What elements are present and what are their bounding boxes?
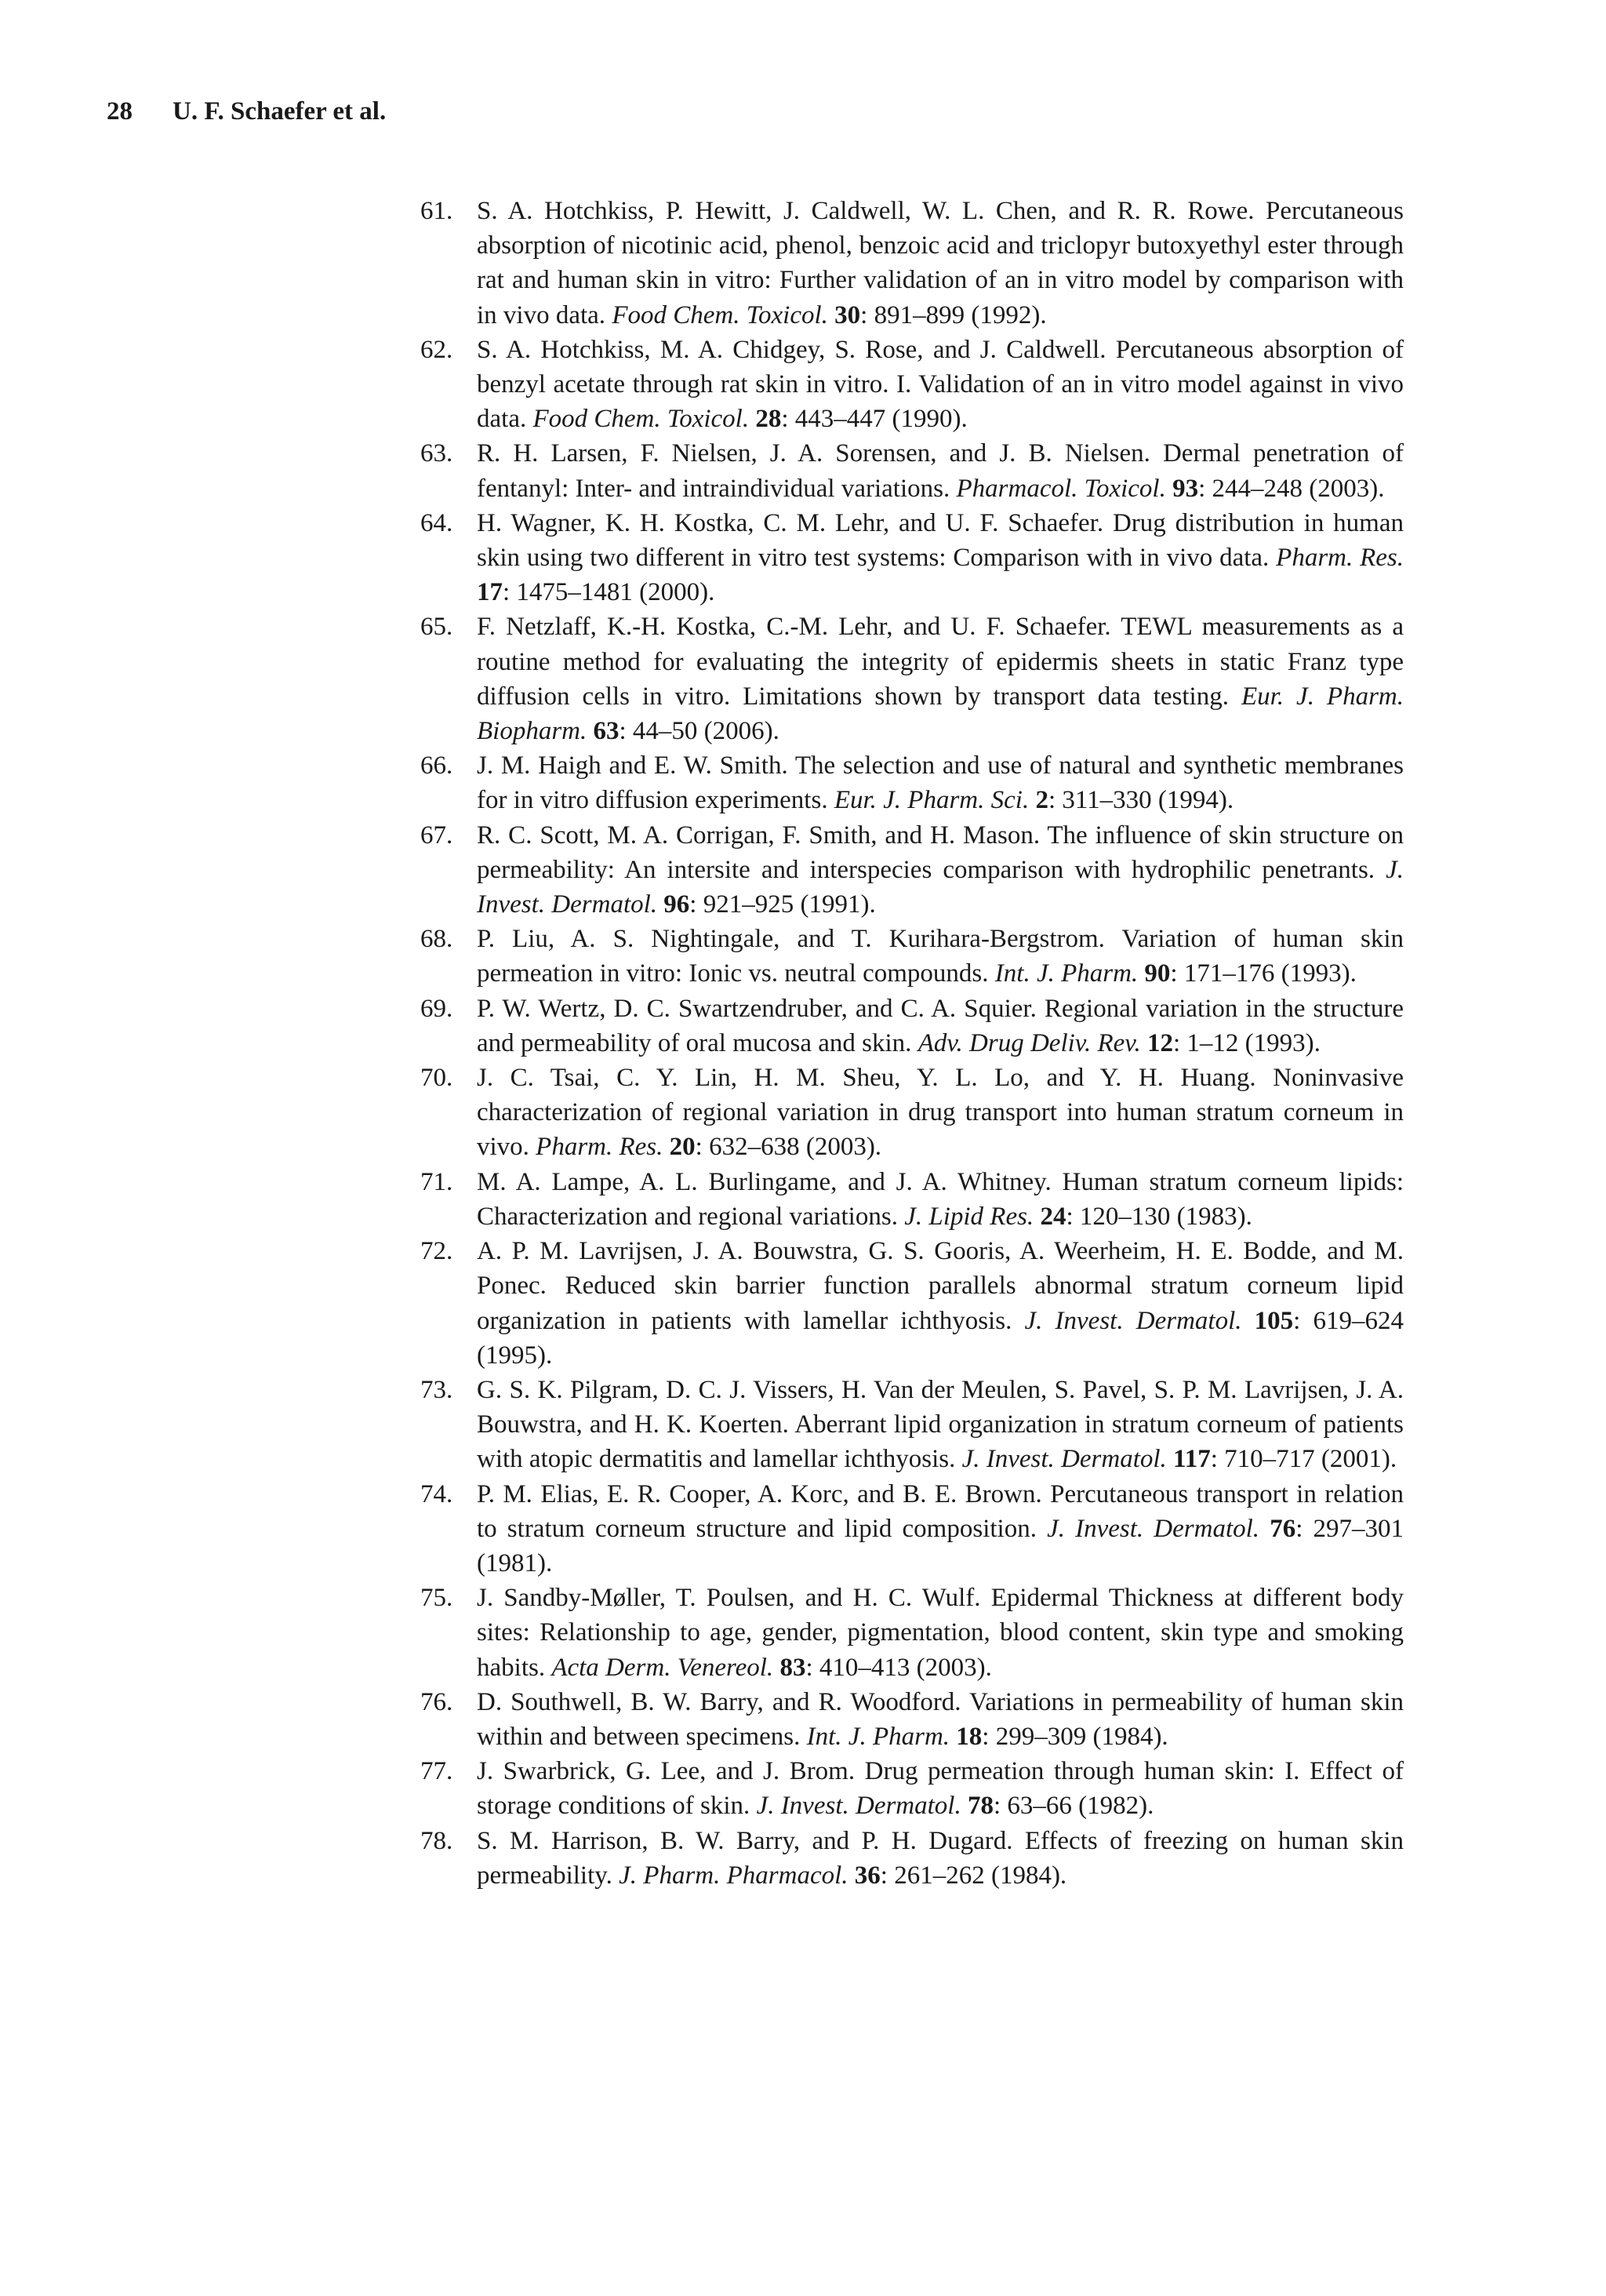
reference-text: : 443–447 (1990). [781,405,968,434]
reference-item [420,194,1404,333]
reference-text [1242,1307,1255,1335]
running-head-authors: U. F. Schaefer et al. [173,97,387,126]
running-head [107,97,386,126]
volume-number: 24 [1040,1202,1066,1231]
journal-title: Acta Derm. Venereol. [551,1653,774,1682]
reference-item [420,1234,1404,1373]
reference-number: 72. [420,1237,453,1266]
reference-text: A. P. M. Lavrijsen, J. A. Bouwstra, G. S. Gooris, A. Weerheim, H. E. Bodde, and M. Ponec. Reduced skin barrier function parallels abnormal stratum corneum lipid organization in patients with lamellar ichthyosis. [477,1237,1404,1335]
journal-title: J. Invest. Dermatol. [1047,1514,1260,1543]
reference-text: P. M. Elias, E. R. Cooper, A. Korc, and B. E. Brown. Percutaneous transport in relation to stratum corneum structure and lipid composition. [477,1479,1404,1543]
reference-number: 74. [420,1479,453,1508]
reference-text: S. A. Hotchkiss, P. Hewitt, J. Caldwell, W. L. Chen, and R. R. Rowe. Percutaneous absorption of nicotinic acid, phenol, benzoic acid and triclopyr butoxyethyl ester through rat and human skin in vitro: Further validation of an in vitro model by comparison with in vivo data. [477,197,1404,329]
volume-number: 63 [593,717,620,746]
reference-number: 71. [420,1167,453,1196]
reference-text: F. Netzlaff, K.-H. Kostka, C.-M. Lehr, and U. F. Schaefer. TEWL measurements as a routine method for evaluating the integrity of epidermis sheets in static Franz type diffusion cells in vitro. Limitations shown by transport data testing. [477,613,1404,711]
reference-text: : 619–624 (1995). [477,1306,1404,1370]
journal-title: J. Invest. Dermatol. [1024,1306,1242,1335]
reference-text: D. Southwell, B. W. Barry, and R. Woodford. Variations in permeability of human skin within and between specimens. [477,1687,1404,1751]
journal-title: J. Pharm. Pharmacol. [619,1861,848,1890]
volume-number: 83 [779,1653,806,1682]
reference-number: 73. [420,1375,453,1404]
reference-text [1167,1445,1173,1473]
reference-number: 77. [420,1757,453,1786]
journal-title: Int. J. Pharm. [994,959,1139,988]
reference-number: 67. [420,821,453,850]
reference-text: : 120–130 (1983). [1066,1202,1252,1231]
reference-text: S. M. Harrison, B. W. Barry, and P. H. Dugard. Effects of freezing on human skin permeability. [477,1826,1404,1890]
journal-title: Pharm. Res. [536,1133,663,1162]
journal-title: Int. J. Pharm. [806,1722,950,1751]
reference-text: J. Sandby-Møller, T. Poulsen, and H. C. Wulf. Epidermal Thickness at different body sites: Relationship to age, gender, pigmentation, blood content, skin type and smoking habits. [477,1584,1404,1682]
reference-item [420,922,1404,991]
reference-item [420,1165,1404,1234]
volume-number: 78 [967,1792,994,1821]
reference-item [420,1373,1404,1477]
journal-title: Pharm. Res. [1276,544,1404,573]
reference-text: : 921–925 (1991). [689,890,876,919]
reference-item [420,1061,1404,1165]
journal-title: J. Invest. Dermatol. [756,1792,961,1821]
reference-item [420,1581,1404,1685]
reference-item [420,436,1404,505]
reference-number: 66. [420,751,453,780]
reference-number: 64. [420,508,453,537]
journal-title: Food Chem. Toxicol. [612,300,828,329]
volume-number: 28 [755,405,782,434]
reference-text [587,717,593,745]
reference-item [420,748,1404,817]
reference-number: 62. [420,335,453,364]
volume-number: 36 [854,1861,881,1890]
reference-number: 61. [420,197,453,225]
reference-item [420,1477,1404,1581]
reference-text [828,301,834,329]
journal-title: Food Chem. Toxicol. [532,405,750,434]
journal-title: Adv. Drug Deliv. Rev. [917,1028,1141,1057]
reference-text: H. Wagner, K. H. Kostka, C. M. Lehr, and U. F. Schaefer. Drug distribution in human skin using two different in vitro test systems: Comparison with in vivo data. [477,508,1404,573]
volume-number: 2 [1035,786,1048,815]
reference-item [420,1824,1404,1893]
volume-number: 117 [1173,1445,1211,1474]
volume-number: 18 [956,1722,983,1751]
reference-item [420,992,1404,1061]
page-number: 28 [107,97,133,126]
reference-text: S. A. Hotchkiss, M. A. Chidgey, S. Rose, and J. Caldwell. Percutaneous absorption of benzyl acetate through rat skin in vitro. I. Validation of an in vitro model against in vivo data. [477,335,1404,434]
reference-text: G. S. K. Pilgram, D. C. J. Vissers, H. Van der Meulen, S. Pavel, S. P. M. Lavrijsen, J. A. Bouwstra, and H. K. Koerten. Aberrant lipid organization in stratum corneum of patients with atopic dermatitis and lamellar ichthyosis. [477,1375,1404,1474]
reference-item [420,333,1404,437]
reference-item [420,818,1404,922]
journal-title: Eur. J. Pharm. Biopharm. [477,682,1404,746]
volume-number: 12 [1146,1028,1173,1057]
reference-text: : 44–50 (2006). [619,717,779,746]
reference-text: J. C. Tsai, C. Y. Lin, H. M. Sheu, Y. L. Lo, and Y. H. Huang. Noninvasive characterization of regional variation in drug transport into human stratum corneum in vivo. [477,1064,1404,1162]
reference-text [1259,1515,1270,1543]
journal-title: J. Invest. Dermatol. [477,855,1404,919]
reference-text: : 311–330 (1994). [1048,786,1234,815]
volume-number: 90 [1144,959,1171,988]
volume-number: 20 [669,1133,696,1162]
reference-text: : 1–12 (1993). [1172,1028,1321,1057]
reference-text [961,1792,968,1820]
reference-text: : 891–899 (1992). [860,300,1047,329]
reference-text [848,1861,855,1890]
reference-text: : 63–66 (1982). [993,1792,1154,1821]
reference-text: : 710–717 (2001). [1210,1445,1397,1474]
reference-text: : 171–176 (1993). [1170,959,1357,988]
reference-text: : 1475–1481 (2000). [503,578,715,607]
journal-title: J. Lipid Res. [904,1202,1034,1231]
volume-number: 93 [1172,474,1199,503]
volume-number: 17 [477,578,503,607]
reference-number: 69. [420,994,453,1023]
reference-number: 75. [420,1584,453,1613]
reference-text: J. M. Haigh and E. W. Smith. The selection and use of natural and synthetic membranes for in vitro diffusion experiments. [477,751,1404,815]
reference-number: 68. [420,925,453,954]
reference-item [420,609,1404,748]
volume-number: 96 [663,890,690,919]
reference-text [1141,1029,1147,1057]
reference-text: P. Liu, A. S. Nightingale, and T. Kurihara-Bergstrom. Variation of human skin permeation in vitro: Ionic vs. neutral compounds. [477,925,1404,988]
reference-number: 76. [420,1687,453,1716]
volume-number: 30 [834,300,861,329]
reference-number: 63. [420,439,453,468]
reference-text: : 299–309 (1984). [982,1722,1168,1751]
reference-item [420,1685,1404,1754]
reference-text: : 297–301 (1981). [477,1514,1404,1577]
reference-number: 70. [420,1064,453,1093]
reference-text: P. W. Wertz, D. C. Swartzendruber, and C. A. Squier. Regional variation in the structure and permeability of oral mucosa and skin. [477,994,1404,1057]
reference-text: : 261–262 (1984). [880,1861,1067,1890]
reference-list [420,194,1404,1893]
reference-number: 78. [420,1826,453,1855]
reference-text: : 410–413 (2003). [805,1653,992,1682]
reference-text: : 244–248 (2003). [1198,474,1385,503]
reference-text: R. H. Larsen, F. Nielsen, J. A. Sorensen, and J. B. Nielsen. Dermal penetration of fentanyl: Inter- and intraindividual variations. [477,439,1404,503]
reference-number: 65. [420,613,453,642]
reference-text [1166,475,1172,503]
journal-title: J. Invest. Dermatol. [961,1445,1167,1474]
volume-number: 76 [1270,1514,1296,1543]
reference-item [420,1754,1404,1823]
volume-number: 105 [1254,1306,1294,1335]
reference-item [420,506,1404,610]
reference-text: : 632–638 (2003). [695,1133,882,1162]
reference-text: J. Swarbrick, G. Lee, and J. Brom. Drug permeation through human skin: I. Effect of storage conditions of skin. [477,1757,1404,1821]
reference-text: R. C. Scott, M. A. Corrigan, F. Smith, and H. Mason. The influence of skin structure on permeability: An intersite and interspecies comparison with hydrophilic penetrants. [477,821,1404,884]
reference-text: M. A. Lampe, A. L. Burlingame, and J. A. Whitney. Human stratum corneum lipids: Characterization and regional variations. [477,1167,1404,1231]
journal-title: Pharmacol. Toxicol. [956,474,1166,503]
reference-text [663,1133,669,1161]
journal-title: Eur. J. Pharm. Sci. [834,786,1030,815]
